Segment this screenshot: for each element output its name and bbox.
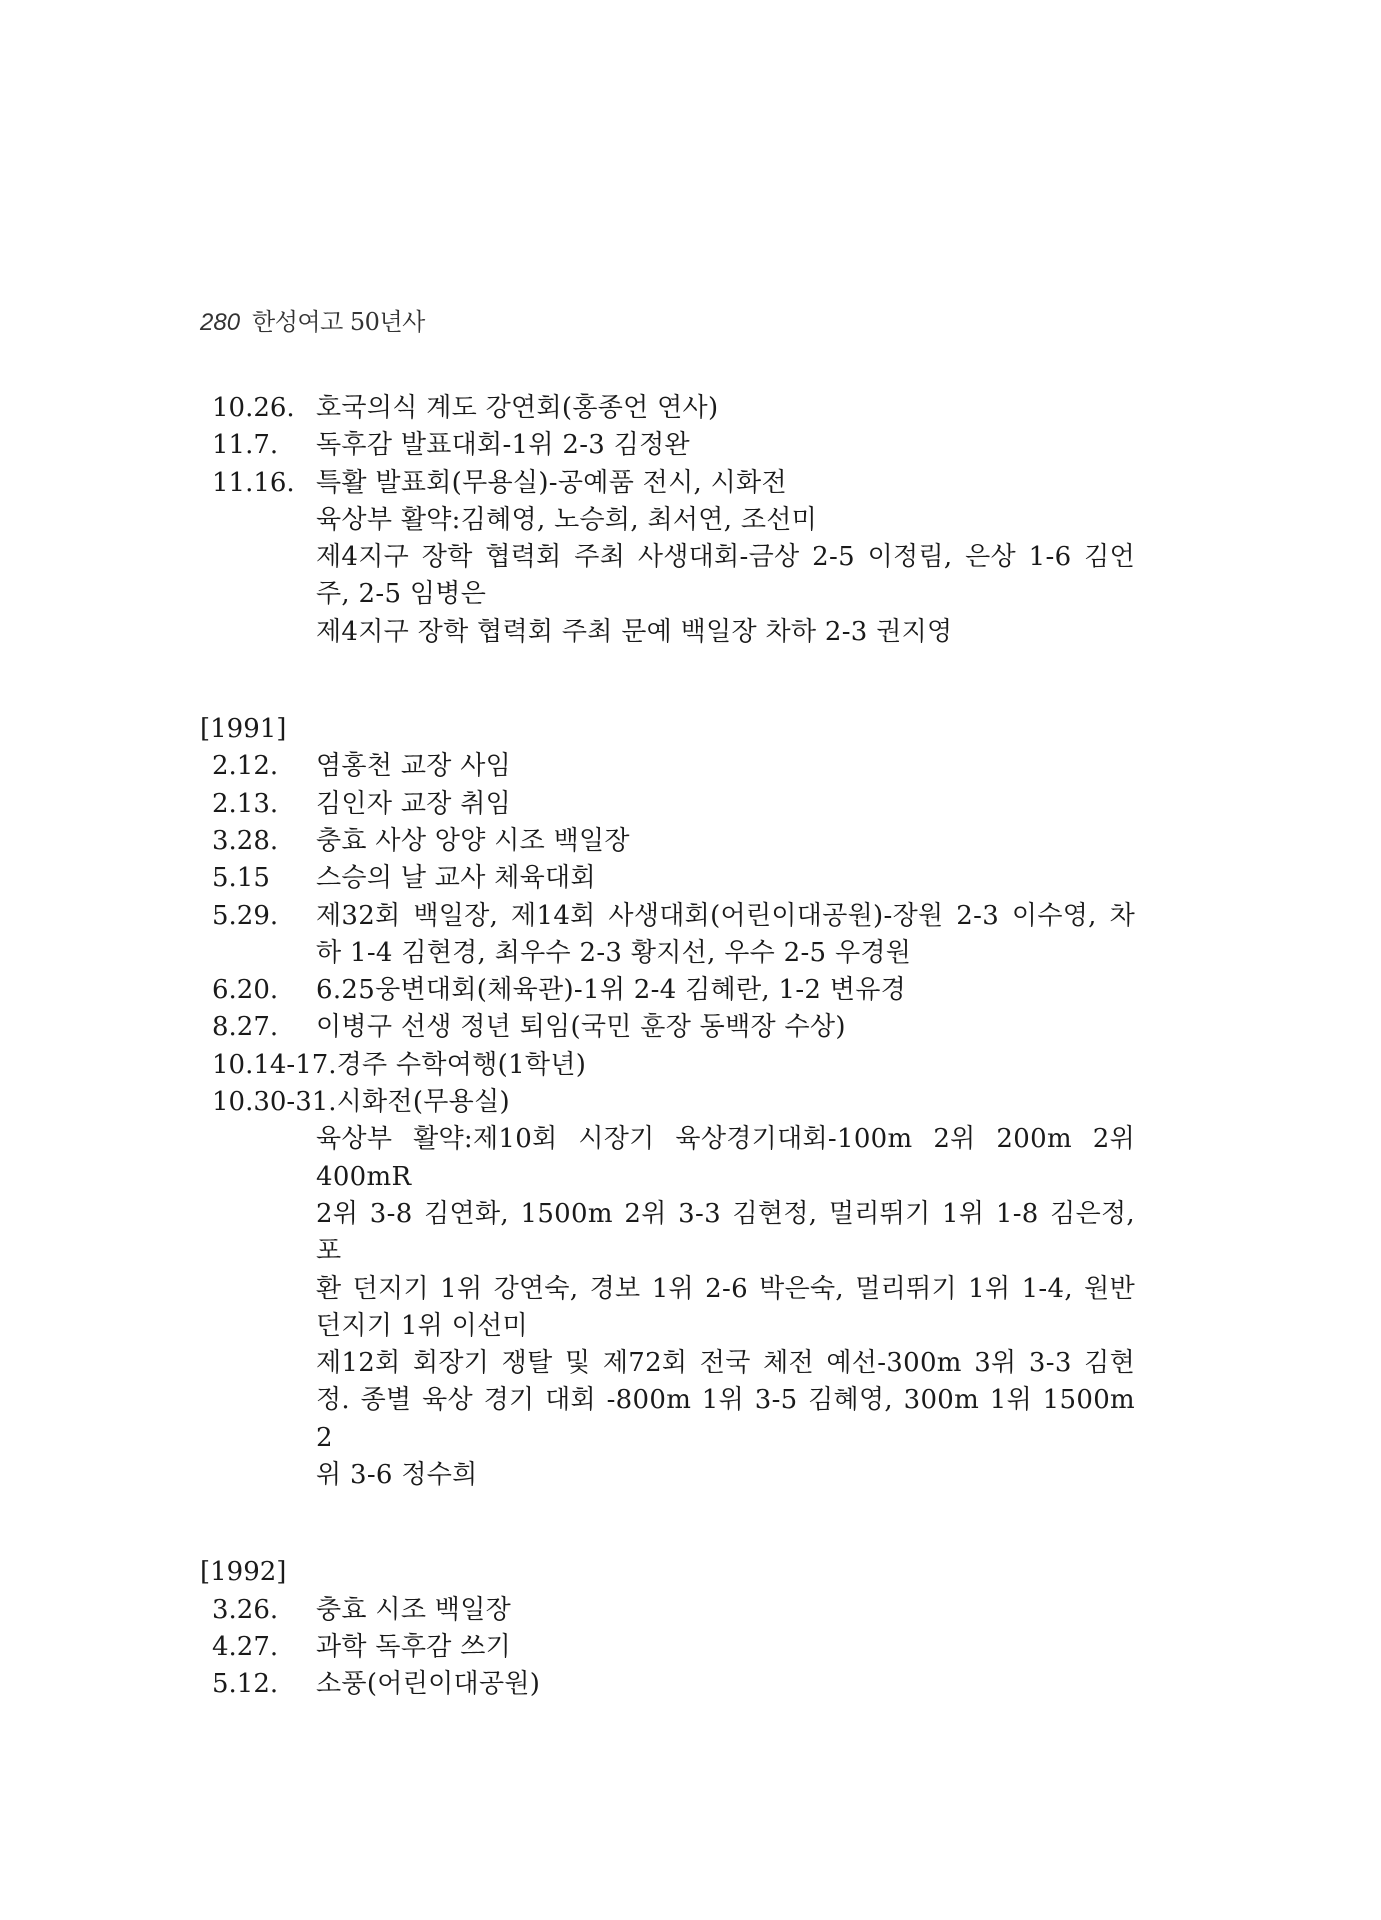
entry-text: 제12회 회장기 쟁탈 및 제72회 전국 체전 예선-300m 3위 3-3 김현 (316, 1348, 1135, 1379)
entry-text: 위 3-6 정수희 (316, 1460, 478, 1491)
timeline-entry (200, 823, 1135, 860)
timeline-entry (200, 748, 1135, 785)
entry-text: 독후감 발표대회-1위 2-3 김정완 (316, 430, 690, 461)
entry-text: 스승의 날 교사 체육대회 (316, 863, 596, 894)
timeline-entry (200, 1009, 1135, 1046)
year-heading: [1992] (200, 1557, 287, 1588)
entry-text: 주, 2-5 임병은 (316, 579, 487, 610)
entry-text: 제4지구 장학 협력회 주최 사생대회-금상 2-5 이정림, 은상 1-6 김언 (316, 542, 1135, 573)
entry-date: 10.26. (212, 393, 295, 423)
entry-date: 3.28. (212, 825, 279, 856)
entry-date: 11.7. (212, 430, 279, 461)
entry-text: 정. 종별 육상 경기 대회 -800m 1위 3-5 김혜영, 300m 1위 1500m 2 (316, 1385, 1135, 1453)
entry-text: 염홍천 교장 사임 (316, 751, 512, 782)
entry-text: 하 1-4 김현경, 최우수 2-3 황지선, 우수 2-5 우경원 (316, 937, 912, 968)
entry-text: 충효 시조 백일장 (316, 1594, 512, 1625)
book-title: 한성여고 50년사 (252, 308, 425, 336)
timeline-entry (200, 465, 1135, 651)
timeline-entry (200, 786, 1135, 823)
entry-text: 2위 3-8 김연화, 1500m 2위 3-3 김현정, 멀리뛰기 1위 1-8 김은정, 포 (316, 1198, 1135, 1267)
entry-date: 2.12. (212, 751, 279, 782)
timeline-entry (200, 898, 1135, 973)
page-body (200, 390, 1135, 1704)
timeline-entry (200, 427, 1135, 464)
entry-date: 10.14-17. (212, 1049, 337, 1080)
entry-text: 제4지구 장학 협력회 주최 문예 백일장 차하 2-3 권지영 (316, 616, 953, 647)
timeline-entry (200, 390, 1135, 427)
timeline-entry (200, 1666, 1135, 1703)
entry-date: 5.15 (212, 863, 270, 894)
entry-text: 환 던지기 1위 강연숙, 경보 1위 2-6 박은숙, 멀리뛰기 1위 1-4, 원반 (316, 1273, 1135, 1304)
page-number: 280 (200, 309, 241, 336)
entry-date: 5.12. (212, 1669, 279, 1700)
entry-date: 5.29. (212, 900, 279, 931)
entry-text: 김인자 교장 취임 (316, 788, 512, 819)
entry-text: 던지기 1위 이선미 (316, 1310, 528, 1341)
timeline-entry (200, 1047, 1135, 1084)
entry-date: 2.13. (212, 788, 279, 819)
timeline-entry (200, 1629, 1135, 1666)
entry-text: 육상부 활약:김혜영, 노승희, 최서연, 조선미 (316, 504, 818, 535)
entry-date: 4.27. (212, 1631, 279, 1662)
entry-text: 6.25웅변대회(체육관)-1위 2-4 김혜란, 1-2 변유경 (316, 975, 907, 1006)
entry-text: 경주 수학여행(1학년) (336, 1049, 587, 1080)
entry-date: 3.26. (212, 1594, 279, 1625)
entry-text: 호국의식 계도 강연회(홍종언 연사) (316, 393, 719, 423)
entry-date: 10.30-31. (212, 1087, 337, 1118)
timeline-entry (200, 972, 1135, 1009)
entry-date: 8.27. (212, 1012, 279, 1043)
entry-date: 6.20. (212, 975, 279, 1006)
entry-text: 소풍(어린이대공원) (316, 1669, 541, 1700)
entry-text: 과학 독후감 쓰기 (316, 1631, 512, 1662)
running-head (200, 302, 425, 337)
timeline-entry (200, 1592, 1135, 1629)
entry-date: 11.16. (212, 467, 295, 498)
entry-text: 제32회 백일장, 제14회 사생대회(어린이대공원)-장원 2-3 이수영, 차 (316, 900, 1135, 931)
year-heading: [1991] (200, 714, 287, 745)
entry-text: 육상부 활약:제10회 시장기 육상경기대회-100m 2위 200m 2위 400mR (316, 1124, 1135, 1192)
timeline-entry-continuation (316, 1121, 1135, 1494)
entry-text: 시화전(무용실) (336, 1087, 510, 1118)
entry-text: 특활 발표회(무용실)-공예품 전시, 시화전 (316, 467, 787, 498)
entry-text: 이병구 선생 정년 퇴임(국민 훈장 동백장 수상) (316, 1012, 846, 1043)
timeline-entry (200, 860, 1135, 897)
timeline-entry (200, 1084, 1135, 1121)
entry-text: 충효 사상 앙양 시조 백일장 (316, 825, 630, 856)
